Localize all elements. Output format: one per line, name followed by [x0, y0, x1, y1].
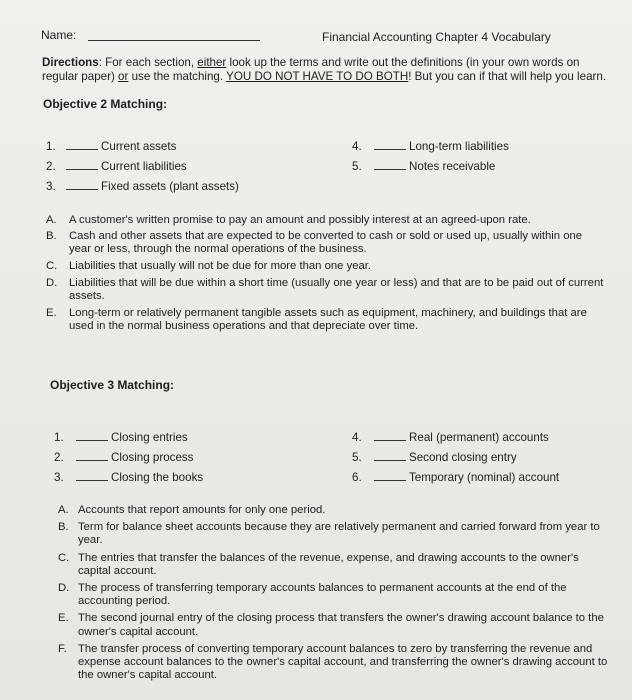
- answer-blank[interactable]: [66, 180, 98, 190]
- obj3-term-3: 3. Closing the books: [54, 471, 204, 484]
- obj2-term-4: 4. Long-term liabilities: [352, 140, 509, 153]
- obj3-definition: F. The transfer process of converting temporary account balances to zero by transferring the revenue and expense account balances to the owner's capital account, and transferring the owner's drawing account to the owner's capital account.: [58, 642, 608, 682]
- objective-2-heading: Objective 2 Matching:: [43, 97, 168, 111]
- answer-blank[interactable]: [76, 431, 108, 441]
- answer-blank[interactable]: [374, 471, 406, 481]
- obj2-term-1: 1. Current assets: [46, 140, 177, 153]
- obj3-definitions: [58, 504, 608, 682]
- name-line[interactable]: [88, 40, 260, 41]
- obj3-term-6: 6. Temporary (nominal) account: [352, 471, 560, 484]
- obj2-definition: E. Long-term or relatively permanent tangible assets such as equipment, machinery, and buildings that are used in the normal business operations and that depreciate over time.: [46, 307, 587, 333]
- answer-blank[interactable]: [374, 140, 406, 150]
- answer-blank[interactable]: [66, 140, 98, 150]
- obj3-definition: D. The process of transferring temporary accounts balances to permanent accounts at the end of the accounting period.: [58, 582, 567, 608]
- answer-blank[interactable]: [374, 431, 406, 441]
- obj2-definition: C. Liabilities that usually will not be due for more than one year.: [46, 259, 372, 272]
- obj2-definition: D. Liabilities that will be due within a short time (usually one year or less) and that are to be paid out of current assets.: [46, 276, 604, 303]
- directions-line-2: regular paper) or use the matching. YOU DO NOT HAVE TO DO BOTH! But you can if that will help you learn.: [42, 70, 607, 83]
- answer-blank[interactable]: [76, 471, 108, 481]
- name-label: Name:: [41, 28, 77, 42]
- answer-blank[interactable]: [76, 451, 108, 461]
- obj2-term-3: 3. Fixed assets (plant assets): [46, 180, 239, 193]
- answer-blank[interactable]: [374, 160, 406, 170]
- obj3-term-1: 1. Closing entries: [54, 431, 188, 444]
- obj2-term-2: 2. Current liabilities: [46, 160, 187, 173]
- answer-blank[interactable]: [374, 451, 406, 461]
- obj3-definition: B. Term for balance sheet accounts because they are relatively permanent and carried forward from year to year.: [58, 521, 600, 547]
- obj3-term-2: 2. Closing process: [54, 451, 194, 464]
- page-title: Financial Accounting Chapter 4 Vocabulary: [322, 30, 551, 44]
- obj3-definition: A. Accounts that report amounts for only one period.: [58, 504, 326, 516]
- answer-blank[interactable]: [66, 160, 98, 170]
- obj2-term-5: 5. Notes receivable: [352, 160, 496, 173]
- obj3-definition: C. The entries that transfer the balances of the revenue, expense, and drawing accounts to the owner's capital account.: [58, 551, 579, 577]
- obj2-definition: B. Cash and other assets that are expected to be converted to cash or sold or used up, usually within one year or less, through the normal operations of the business.: [46, 230, 583, 256]
- obj2-definitions: [46, 214, 606, 334]
- obj3-term-5: 5. Second closing entry: [352, 451, 517, 464]
- objective-3-heading: Objective 3 Matching:: [50, 378, 175, 392]
- obj3-definition: E. The second journal entry of the closing process that transfers the owner's drawing account balance to the owner's capital account.: [58, 612, 604, 638]
- directions-line-1: Directions: For each section, either look up the terms and write out the definitions (in your own words on: [42, 56, 580, 69]
- obj3-term-4: 4. Real (permanent) accounts: [352, 431, 549, 444]
- obj2-definition: A. A customer's written promise to pay an amount and possibly interest at an agreed-upon rate.: [46, 214, 531, 226]
